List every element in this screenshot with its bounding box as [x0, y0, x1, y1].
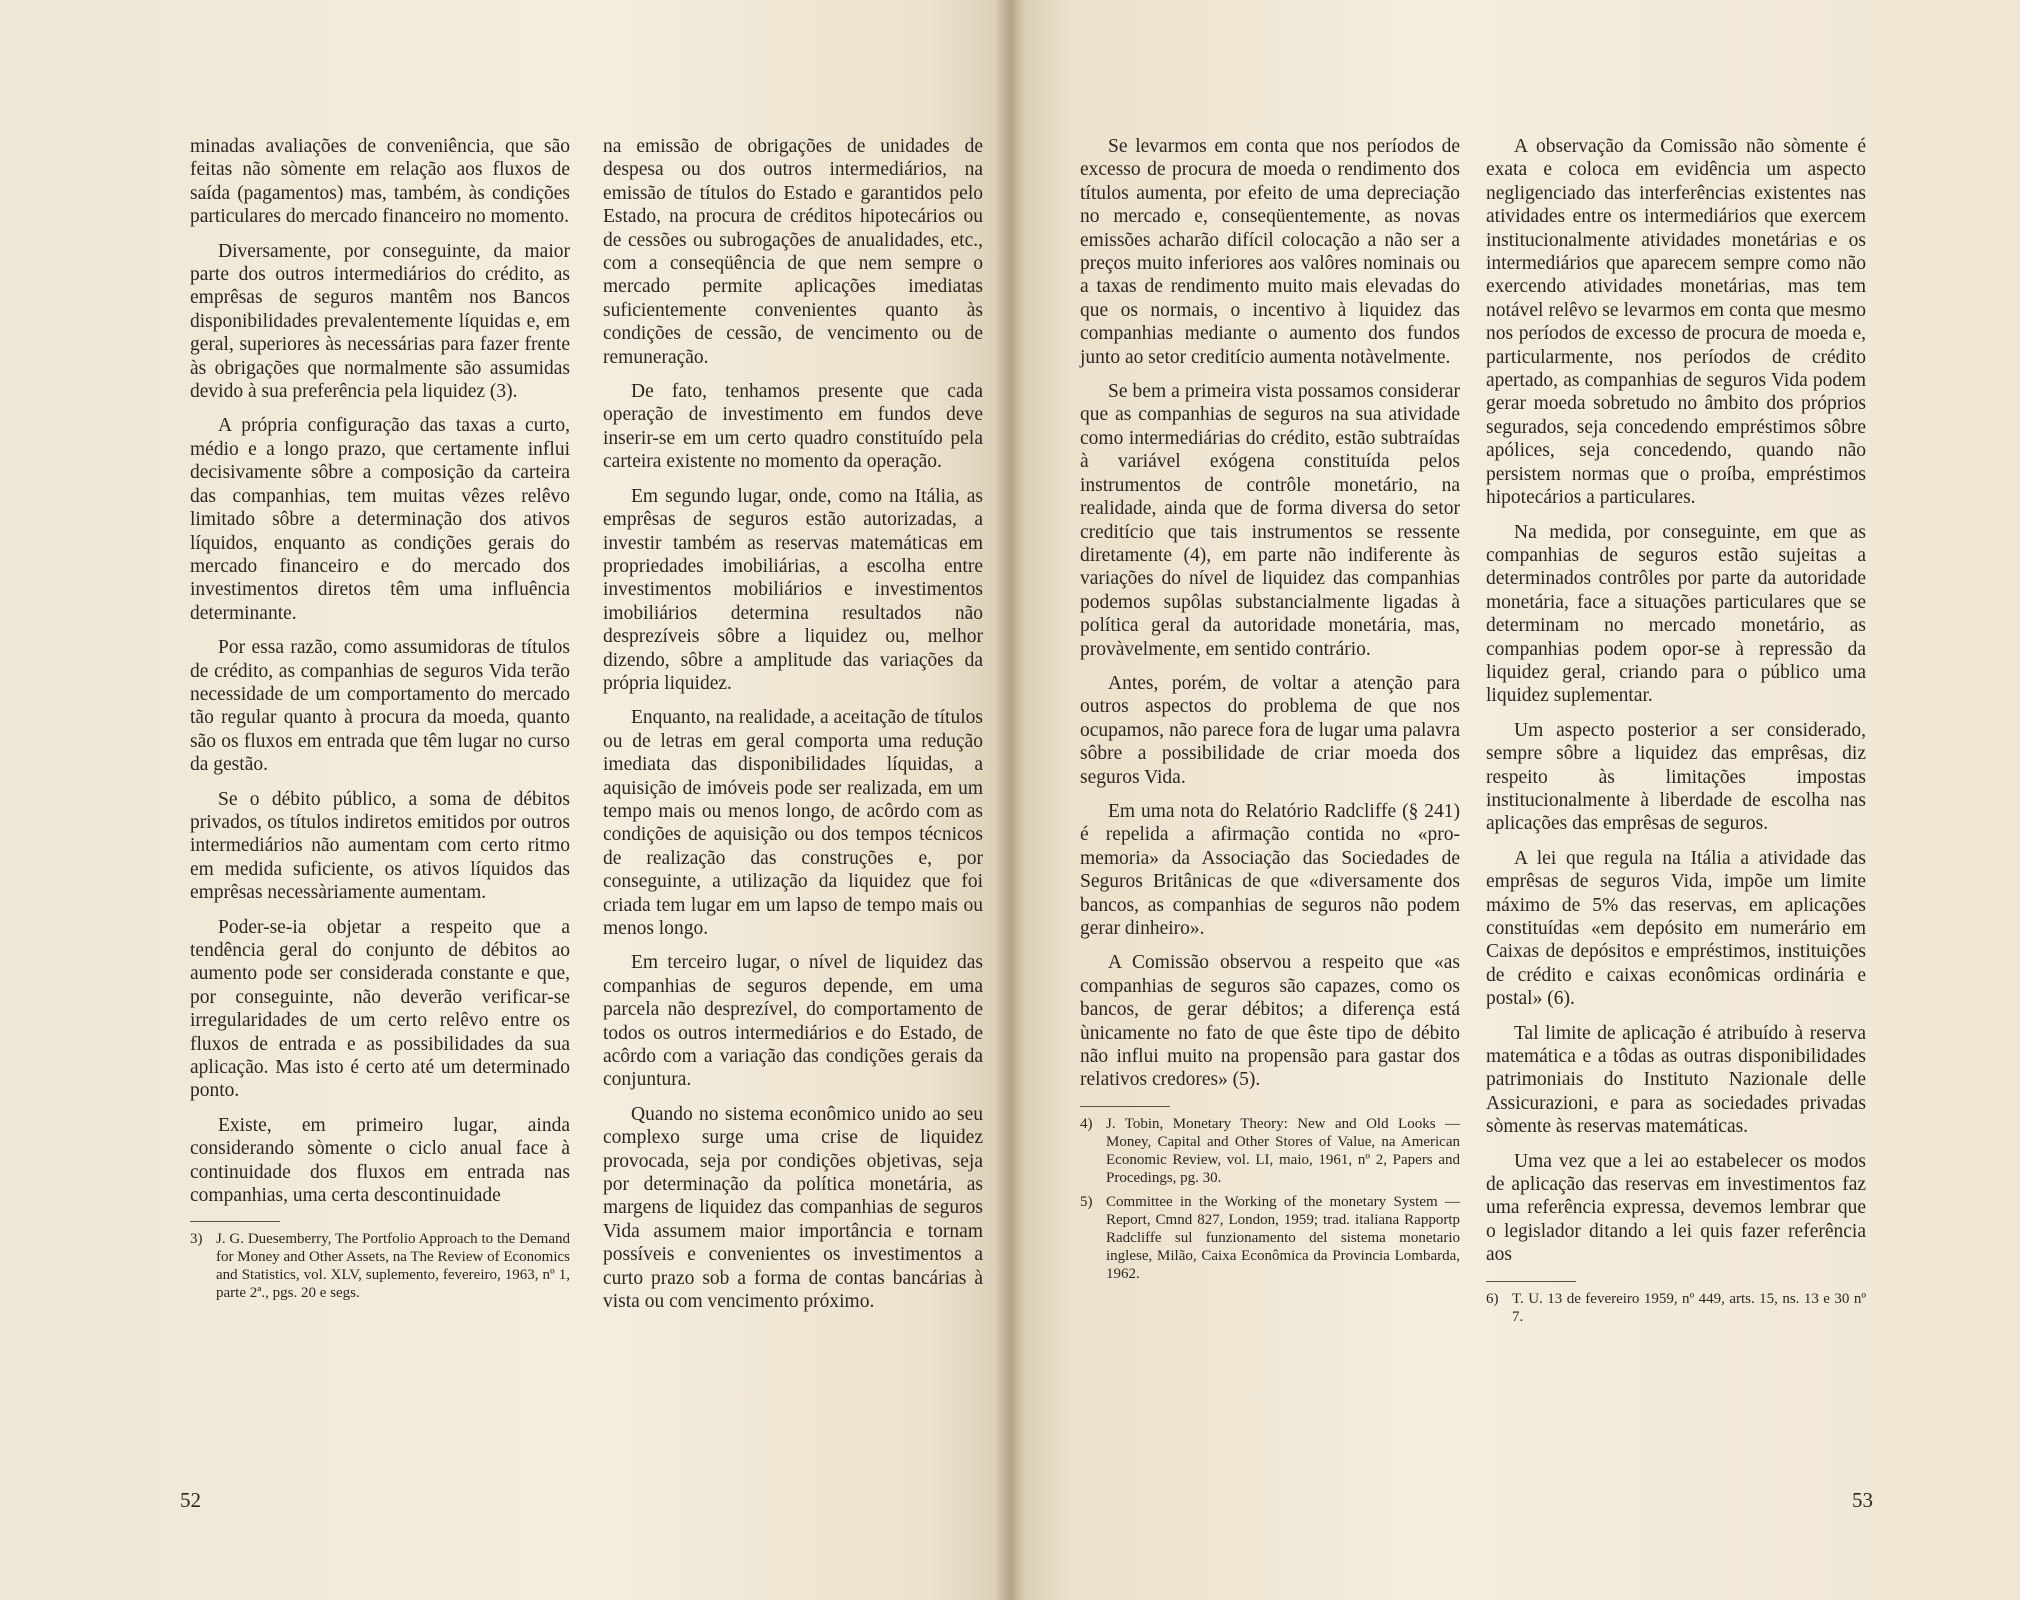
- paragraph: A observação da Comissão não sòmente é exata e coloca em evidência um aspecto negligenciado das interferências existentes nas atividades entre os intermediários que exercem institucionalmente atividades monetárias e os intermediários que aparecem sempre como não exercendo atividades monetárias, mas tem notável relêvo se levarmos em conta que mesmo nos períodos de excesso de procura de moeda e, particularmente, nos períodos de crédito apertado, as companhias de seguros Vida podem gerar moeda sobretudo no âmbito dos próprios segurados, seja concedendo empréstimos sôbre apólices, seja concedendo, quando não persistem normas que o proíba, empréstimos hipotecários a particulares.: [1486, 136, 1866, 509]
- paragraph: Se bem a primeira vista possamos considerar que as companhias de seguros na sua atividade como intermediárias do crédito, estão subtraídas à variável exógena constituída pelos instrumentos de contrôle monetário, na realidade, ainda que de forma diversa do setor creditício que tais instrumentos se ressente diretamente (4), em parte não indiferente às variações do nível de liquidez das companhias podemos supôlas substancialmente ligadas à política geral da autoridade monetária, mas, provàvelmente, em sentido contrário.: [1080, 381, 1460, 660]
- footnote-rule: [1080, 1106, 1170, 1107]
- paragraph: minadas avaliações de conveniência, que são feitas não sòmente em relação aos fluxos de saída (pagamentos) mas, também, às condições particulares do mercado financeiro no momento.: [190, 136, 570, 228]
- footnote-number: 3): [190, 1231, 203, 1248]
- right-page-column-2: [1486, 135, 1866, 1332]
- paragraph: Em terceiro lugar, o nível de liquidez das companhias de seguros depende, em uma parcela não desprezível, do comportamento de todos os outros intermediários e do Estado, de acôrdo com a variação das condições gerais da conjuntura.: [603, 952, 983, 1091]
- footnote-number: 4): [1080, 1115, 1093, 1132]
- paragraph: Em segundo lugar, onde, como na Itália, as emprêsas de seguros estão autorizadas, a investir também as reservas matemáticas em propriedades imobiliárias, a escolha entre investimentos mobiliários e investimentos imobiliários determina resultados não desprezíveis sôbre a liquidez ou, melhor dizendo, sôbre a amplitude das variações da própria liquidez.: [603, 485, 983, 694]
- paragraph: Tal limite de aplicação é atribuído à reserva matemática e a tôdas as outras disponibilidades patrimoniais do Instituto Nazionale delle Assicurazioni, e para as sociedades privadas sòmente às reservas matemáticas.: [1486, 1022, 1866, 1138]
- footnote-rule: [1486, 1281, 1576, 1282]
- paragraph: Quando no sistema econômico unido ao seu complexo surge uma crise de liquidez provocada, seja por condições objetivas, seja por determinação da política monetária, as margens de liquidez das companhias de seguros Vida assumem maior importância e tornam possíveis e convenientes os investimentos a curto prazo sob a forma de contas bancárias à vista ou com vencimento próximo.: [603, 1103, 983, 1313]
- footnote: [1486, 1290, 1866, 1326]
- page-number: 52: [180, 1488, 201, 1512]
- footnote: [1080, 1193, 1460, 1283]
- footnote-text: J. G. Duesemberry, The Portfolio Approach to the Demand for Money and Other Assets, na The Review of Economics and Statistics, vol. XLV, suplemento, fevereiro, 1963, nº 1, parte 2ª., pgs. 20 e segs.: [216, 1231, 570, 1302]
- paragraph: A lei que regula na Itália a atividade das emprêsas de seguros Vida, impõe um limite máximo de 5% das reservas, em aplicações constituídas «em depósito em numerário em Caixas de depósitos e empréstimos, instituições de crédito e caixas econômicas ordinária e postal» (6).: [1486, 847, 1866, 1010]
- paragraph: Enquanto, na realidade, a aceitação de títulos ou de letras em geral comporta uma redução imediata das disponibilidades líquidas, a aquisição de imóveis pode ser realizada, em um tempo mais ou menos longo, de acôrdo com as condições de aquisição ou dos tempos técnicos de realização das construções e, por conseguinte, a utilização da liquidez que foi criada tem lugar em um lapso de tempo mais ou menos longo.: [603, 707, 983, 939]
- paragraph: Se levarmos em conta que nos períodos de excesso de procura de moeda o rendimento dos títulos aumenta, por efeito de uma depreciação no mercado e, conseqüentemente, as novas emissões acharão difícil colocação a não ser a preços muito inferiores aos valôres nominais ou a taxas de rendimento muito mais elevadas do que os normais, o incentivo à liquidez das companhias mediante o aumento dos fundos junto ao setor creditício aumenta notàvelmente.: [1080, 136, 1460, 368]
- footnote-text: T. U. 13 de fevereiro 1959, nº 449, arts. 15, ns. 13 e 30 nº 7.: [1512, 1290, 1866, 1325]
- paragraph: A Comissão observou a respeito que «as companhias de seguros são capazes, como os bancos, de gerar débitos; a diferença está ùnicamente no fato de que êste tipo de débito não influi muito na propensão para gastar dos relativos credores» (5).: [1080, 952, 1460, 1091]
- left-page-column-1: [190, 135, 570, 1308]
- paragraph: Por essa razão, como assumidoras de títulos de crédito, as companhias de seguros Vida terão necessidade de um comportamento do mercado tão regular quanto à procura da moeda, quanto são os fluxos em entrada que têm lugar no curso da gestão.: [190, 637, 570, 776]
- paragraph: Poder-se-ia objetar a respeito que a tendência geral do conjunto de débitos ao aumento pode ser considerada constante e que, por conseguinte, não deverão verificar-se irregularidades de um certo relêvo entre os fluxos de entrada e as possibilidades da sua aplicação. Mas isto é certo até um determinado ponto.: [190, 916, 570, 1102]
- right-page: [1010, 0, 2020, 1600]
- right-page-column-1: [1080, 135, 1460, 1289]
- footnote: [190, 1230, 570, 1302]
- footnote-number: 5): [1080, 1193, 1093, 1210]
- paragraph: Antes, porém, de voltar a atenção para outros aspectos do problema de que nos ocupamos, não parece fora de lugar uma palavra sôbre a possibilidade de criar moeda dos seguros Vida.: [1080, 672, 1460, 788]
- paragraph: Se o débito público, a soma de débitos privados, os títulos indiretos emitidos por outros intermediários não aumentam com certo ritmo em medida suficiente, os ativos líquidos das emprêsas necessàriamente aumentam.: [190, 788, 570, 904]
- paragraph: A própria configuração das taxas a curto, médio e a longo prazo, que certamente influi decisivamente sôbre a composição da carteira das companhias, tem muitas vêzes relêvo limitado sôbre a determinação dos ativos líquidos, enquanto as condições gerais do mercado financeiro e do mercado dos investimentos diretos têm uma influência determinante.: [190, 415, 570, 624]
- book-gutter-shadow: [995, 0, 1025, 1600]
- paragraph: Uma vez que a lei ao estabelecer os modos de aplicação das reservas em investimentos faz uma referência expressa, devemos lembrar que o legislador ditando a lei quis fazer referência aos: [1486, 1150, 1866, 1266]
- paragraph: Na medida, por conseguinte, em que as companhias de seguros estão sujeitas a determinados contrôles por parte da autoridade monetária, face a situações particulares que se determinam no mercado monetário, as companhias podem opor-se à repressão da liquidez geral, criando para o público uma liquidez suplementar.: [1486, 521, 1866, 707]
- footnote-rule: [190, 1221, 280, 1222]
- footnote-number: 6): [1486, 1290, 1499, 1307]
- footnote-text: J. Tobin, Monetary Theory: New and Old Looks — Money, Capital and Other Stores of Value, na American Economic Review, vol. LI, maio, 1961, nº 2, Papers and Procedings, pg. 30.: [1106, 1115, 1460, 1186]
- paragraph: Existe, em primeiro lugar, ainda considerando sòmente o ciclo anual face à continuidade dos fluxos em entrada nas companhias, uma certa descontinuidade: [190, 1114, 570, 1207]
- paragraph: na emissão de obrigações de unidades de despesa ou dos outros intermediários, na emissão de títulos do Estado e garantidos pelo Estado, na procura de créditos hipotecários ou de cessões ou subrogações de anualidades, etc., com a conseqüência de que nem sempre o mercado permite aplicações imediatas suficientemente convenientes quanto às condições de cessão, de vencimento ou de remuneração.: [603, 136, 983, 368]
- paragraph: Diversamente, por conseguinte, da maior parte dos outros intermediários do crédito, as emprêsas de seguros mantêm nos Bancos disponibilidades prevalentemente líquidas e, em geral, superiores às necessárias para fazer frente às obrigações que normalmente são assumidas devido à sua preferência pela liquidez (3).: [190, 240, 570, 403]
- paragraph: De fato, tenhamos presente que cada operação de investimento em fundos deve inserir-se em um certo quadro constituído pela carteira existente no momento da operação.: [603, 381, 983, 473]
- paragraph: Em uma nota do Relatório Radcliffe (§ 241) é repelida a afirmação contida no «pro-memoria» da Associação das Sociedades de Seguros Britânicas de que «diversamente dos bancos, as companhias de seguros não podem gerar dinheiro».: [1080, 800, 1460, 939]
- paragraph: Um aspecto posterior a ser considerado, sempre sôbre a liquidez das emprêsas, diz respeito às limitações impostas institucionalmente à liberdade de escolha nas aplicações das emprêsas de seguros.: [1486, 719, 1866, 835]
- footnote: [1080, 1115, 1460, 1187]
- page-number: 53: [1852, 1488, 1873, 1512]
- footnote-text: Committee in the Working of the monetary System — Report, Cmnd 827, London, 1959; trad. italiana Rapportp Radcliffe sul funzionamento del sistema monetario inglese, Milão, Caixa Econômica da Provincia Lombarda, 1962.: [1106, 1193, 1460, 1282]
- left-page-column-2: [603, 135, 983, 1325]
